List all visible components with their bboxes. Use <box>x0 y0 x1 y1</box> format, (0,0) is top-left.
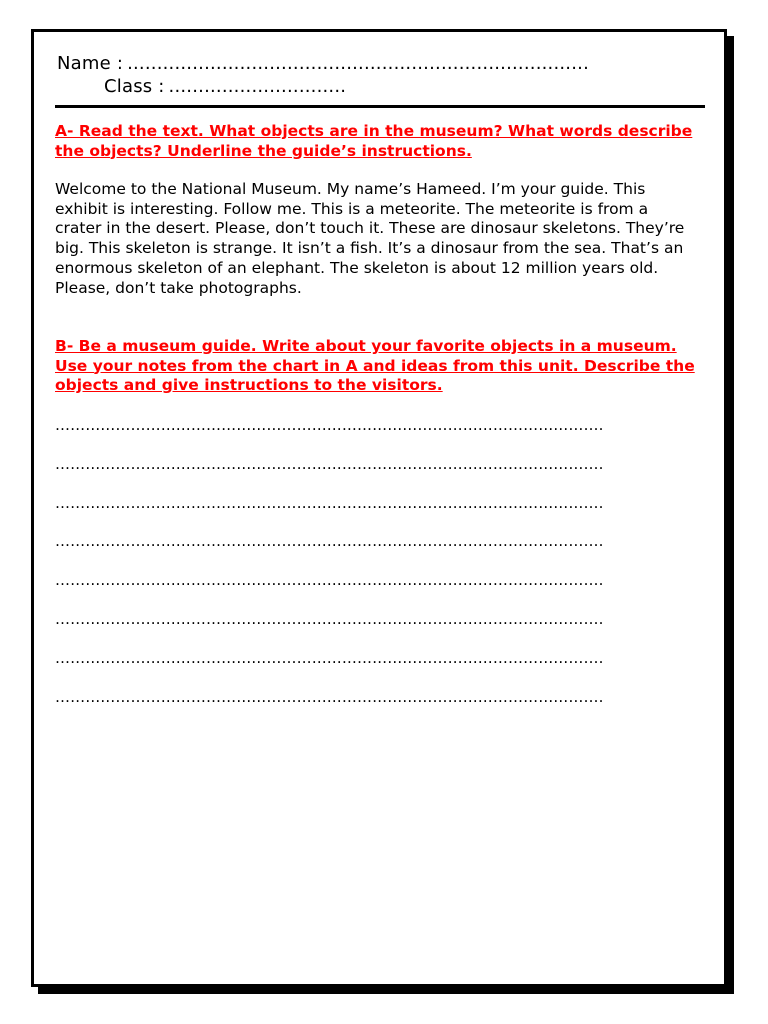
section-b-instruction: B- Be a museum guide. Write about your favorite objects in a museum. Use your notes from the chart in A and ideas from this unit. Describe the objects and give instructions to the visitors. <box>55 337 695 394</box>
section-a-instruction: A- Read the text. What objects are in the museum? What words describe the objects? Underline the guide’s instructions. <box>55 122 693 160</box>
class-label: Class : <box>104 76 165 97</box>
student-info-header <box>57 52 687 98</box>
name-field[interactable]: .............................................................................. <box>127 53 589 74</box>
writing-line[interactable]: ………………………………………………………………………………………………. <box>55 648 604 667</box>
name-line <box>57 52 687 75</box>
writing-line[interactable]: ………………………………………………………………………………………………. <box>55 416 604 434</box>
writing-line[interactable]: ………………………………………………………………………………………………. <box>55 687 604 706</box>
header-divider <box>55 105 705 108</box>
name-label: Name : <box>57 53 124 74</box>
writing-line[interactable]: ………………………………………………………………………………………………. <box>55 609 604 628</box>
reading-passage: Welcome to the National Museum. My name’s Hameed. I’m your guide. This exhibit is interesting. Follow me. This is a meteorite. The meteorite is from a crater in the desert. Please, don’t touch it. These are dinosaur skeletons. They’re big. This skeleton is strange. It isn’t a fish. It’s a dinosaur from the sea. That’s an enormous skeleton of an elephant. The skeleton is about 12 million years old. Please, don’t take photographs. <box>55 180 685 297</box>
writing-line[interactable]: ………………………………………………………………………………………………. <box>55 493 604 512</box>
writing-area <box>55 416 710 726</box>
writing-line[interactable]: ………………………………………………………………………………………………. <box>55 571 604 590</box>
class-field[interactable]: .............................. <box>168 76 347 97</box>
writing-line[interactable]: ………………………………………………………………………………………………. <box>55 532 604 551</box>
writing-line[interactable]: ………………………………………………………………………………………………. <box>55 454 604 473</box>
class-line <box>57 75 687 98</box>
worksheet-page <box>31 29 727 987</box>
